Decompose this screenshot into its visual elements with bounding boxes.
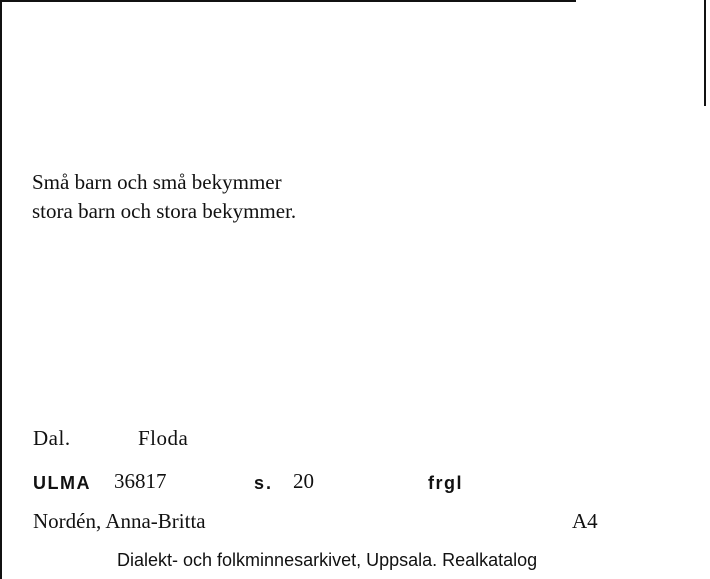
card-border-left [0, 0, 2, 579]
proverb-line-1: Små barn och små bekymmer [32, 170, 282, 194]
page-number: 20 [293, 469, 314, 493]
parish-label: Floda [138, 426, 189, 450]
region-label: Dal. [33, 426, 71, 450]
proverb-text [32, 168, 296, 226]
ulma-label: ULMA [33, 473, 91, 493]
proverb-line-2: stora barn och stora bekymmer. [32, 199, 297, 223]
card-border-right [704, 0, 706, 106]
format-code: A4 [572, 509, 598, 533]
page-label: s. [254, 473, 274, 493]
archive-footer: Dialekt- och folkminnesarkivet, Uppsala. Realkatalog [117, 550, 538, 570]
informant-name: Nordén, Anna-Britta [33, 509, 206, 533]
category-code: frgl [428, 473, 463, 493]
card-border-top [0, 0, 576, 2]
ulma-number: 36817 [114, 469, 167, 493]
